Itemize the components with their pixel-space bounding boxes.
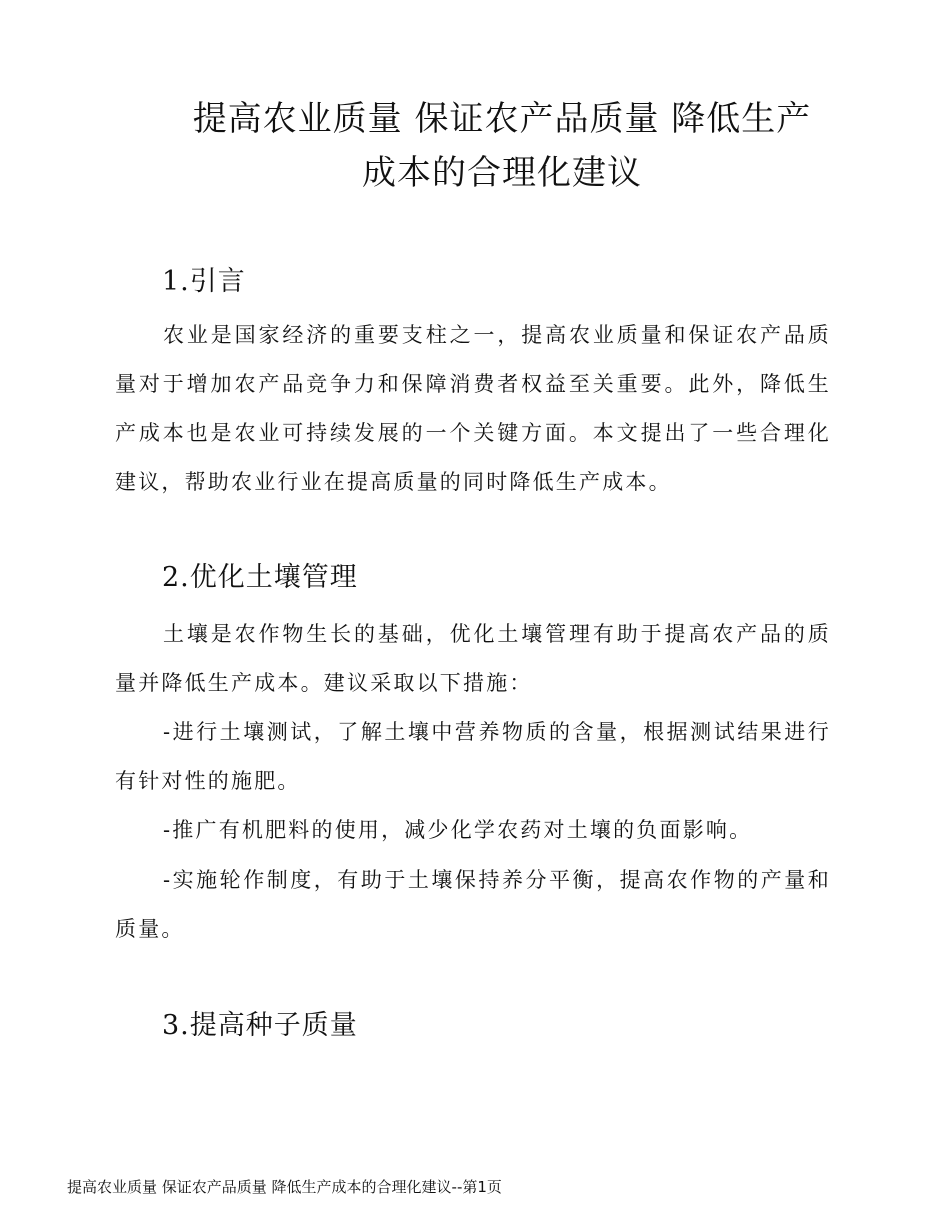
paragraph-soil-intro: 土壤是农作物生长的基础，优化土壤管理有助于提高农产品的质量并降低生产成本。建议采取以下措施： — [115, 622, 831, 695]
page-footer: 提高农业质量 保证农产品质量 降低生产成本的合理化建议--第1页 — [67, 1178, 502, 1196]
paragraph-introduction: 农业是国家经济的重要支柱之一，提高农业质量和保证农产品质量对于增加农产品竞争力和保障消费者权益至关重要。此外，降低生产成本也是农业可持续发展的一个关键方面。本文提出了一些合理化建议，帮助农业行业在提高质量的同时降低生产成本。 — [115, 323, 831, 494]
section-heading-seed-quality: 3.提高种子质量 — [162, 1010, 358, 1041]
section-heading-soil-management: 2.优化土壤管理 — [162, 562, 358, 593]
title-line-2: 成本的合理化建议 — [362, 153, 642, 193]
section-heading-introduction: 1.引言 — [162, 266, 246, 297]
paragraph-organic-fertilizer: -推广有机肥料的使用，减少化学农药对土壤的负面影响。 — [163, 818, 753, 842]
title-line-1: 提高农业质量 保证农产品质量 降低生产 — [192, 99, 812, 139]
document-title — [112, 92, 892, 200]
paragraph-soil-testing: -进行土壤测试，了解土壤中营养物质的含量，根据测试结果进行有针对性的施肥。 — [115, 720, 831, 793]
paragraph-crop-rotation: -实施轮作制度，有助于土壤保持养分平衡，提高农作物的产量和质量。 — [115, 868, 831, 941]
